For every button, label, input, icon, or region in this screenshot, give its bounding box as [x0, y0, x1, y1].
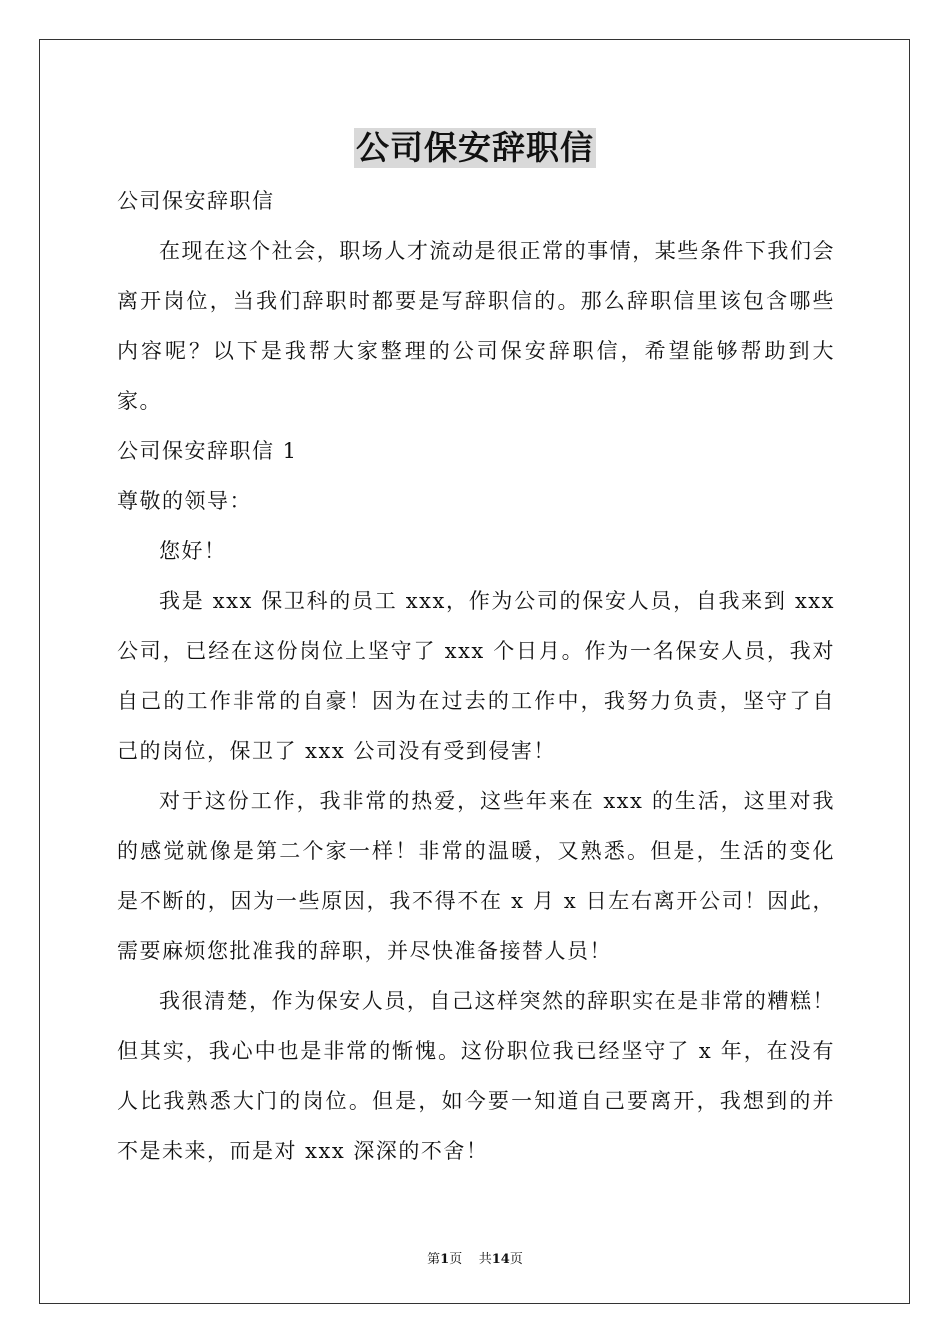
document-body: [117, 176, 835, 1176]
paragraph-salutation: 尊敬的领导：: [117, 489, 252, 513]
footer-total-pages: 14: [491, 1252, 510, 1267]
footer-total-suffix: 页: [509, 1252, 523, 1267]
footer-total-prefix: 共: [478, 1252, 492, 1267]
paragraph-heading: 公司保安辞职信: [117, 189, 275, 213]
title-container: [0, 128, 950, 168]
document-title: 公司保安辞职信: [356, 128, 594, 167]
paragraph-subheading: 公司保安辞职信 1: [117, 439, 298, 463]
page-footer: [0, 1248, 950, 1267]
footer-page-number: 1: [440, 1252, 450, 1267]
paragraph-body: 我是 xxx 保卫科的员工 xxx，作为公司的保安人员，自我来到 xxx 公司，已经在这份岗位上坚守了 xxx 个日月。作为一名保安人员，我对自己的工作非常的自豪！因为在过去的工作中，我努力负责，坚守了自己的岗位，保卫了 xxx 公司没有受到侵害！: [117, 589, 835, 763]
footer-page-prefix: 第: [427, 1252, 441, 1267]
paragraph-body: 对于这份工作，我非常的热爱，这些年来在 xxx 的生活，这里对我的感觉就像是第二个家一样！非常的温暖，又熟悉。但是，生活的变化是不断的，因为一些原因，我不得不在 x 月 x 日左右离开公司！因此，需要麻烦您批准我的辞职，并尽快准备接替人员！: [117, 789, 835, 963]
footer-page-suffix: 页: [449, 1252, 463, 1267]
paragraph-intro: 在现在这个社会，职场人才流动是很正常的事情，某些条件下我们会离开岗位，当我们辞职时都要是写辞职信的。那么辞职信里该包含哪些内容呢？以下是我帮大家整理的公司保安辞职信，希望能够帮助到大家。: [117, 239, 835, 413]
paragraph-body: 我很清楚，作为保安人员，自己这样突然的辞职实在是非常的糟糕！但其实，我心中也是非常的惭愧。这份职位我已经坚守了 x 年，在没有人比我熟悉大门的岗位。但是，如今要一知道自己要离开，我想到的并不是未来，而是对 xxx 深深的不舍！: [117, 989, 835, 1163]
paragraph-greeting: 您好！: [159, 539, 227, 563]
